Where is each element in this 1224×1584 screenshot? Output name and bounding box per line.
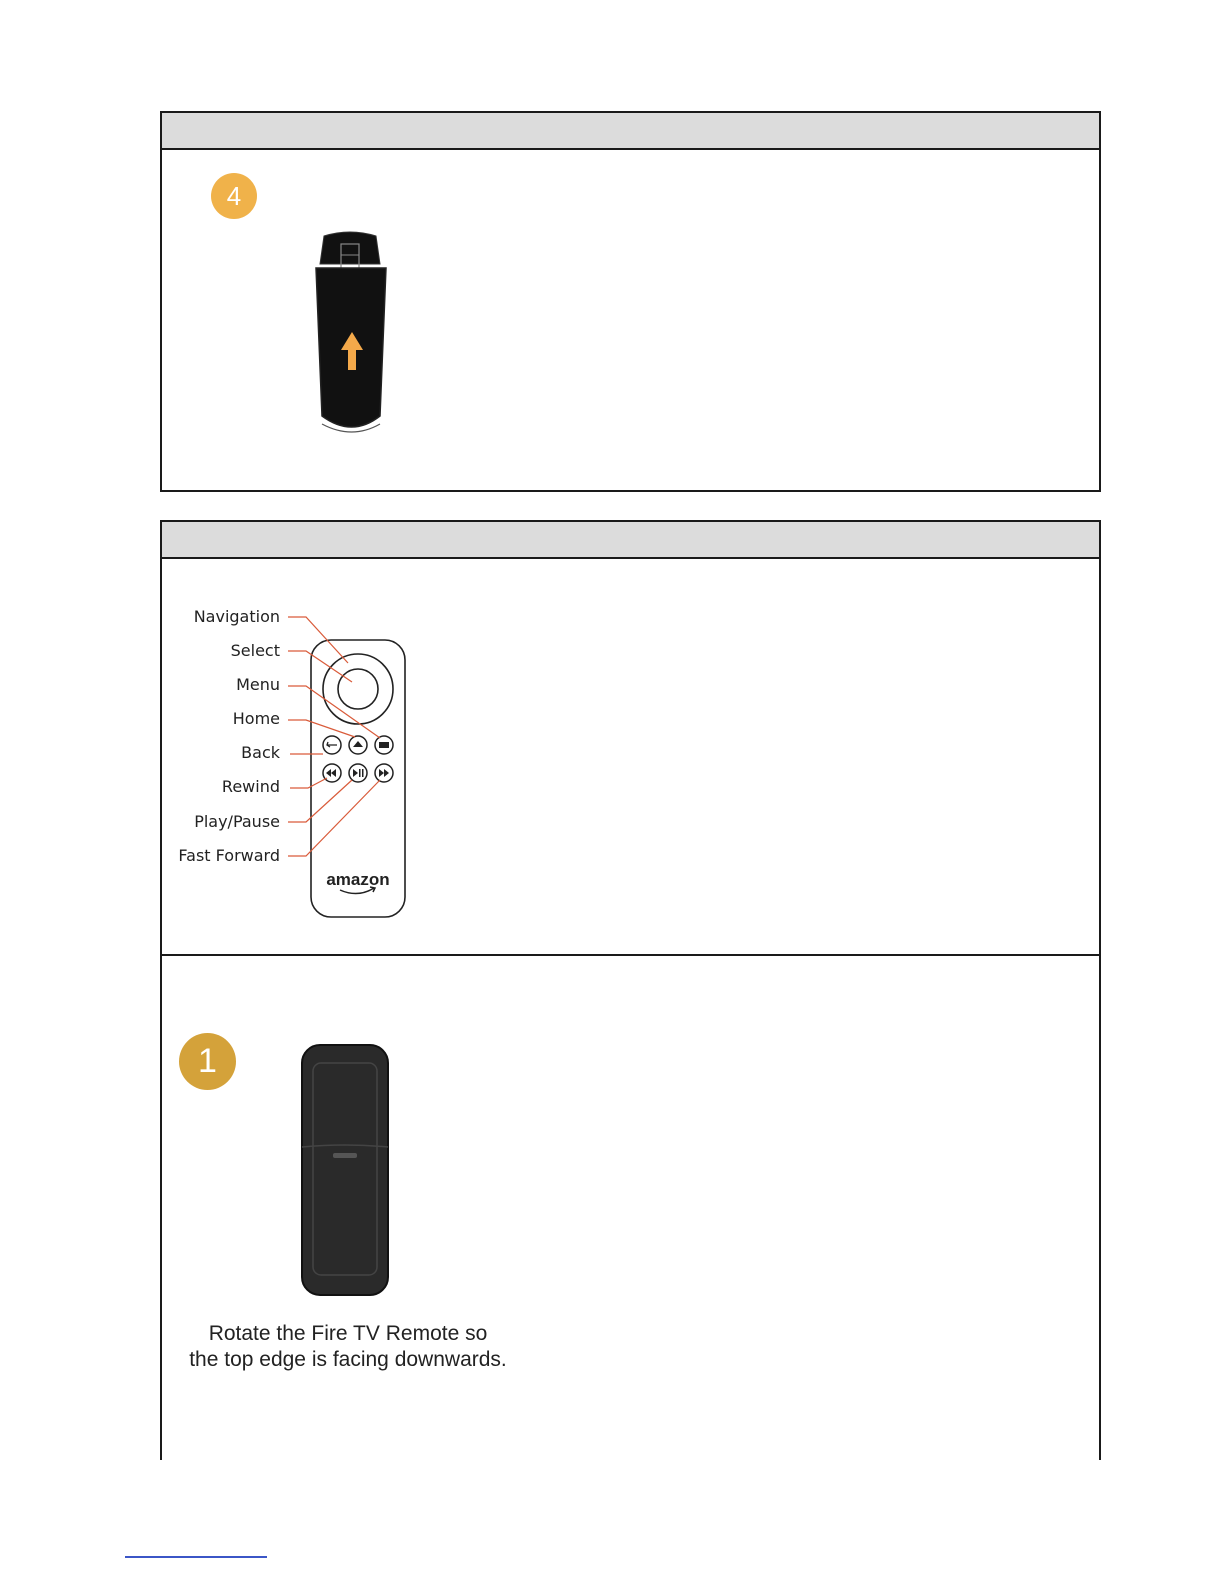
step1-badge <box>179 1033 236 1090</box>
remote-back-body <box>302 1045 388 1295</box>
select-button <box>338 669 378 709</box>
footer-link-underline[interactable] <box>125 1556 267 1558</box>
step1-caption-line2: the top edge is facing downwards. <box>189 1348 507 1371</box>
label-select: Select <box>230 641 280 660</box>
label-rewind: Rewind <box>221 777 280 796</box>
label-navigation: Navigation <box>193 607 280 626</box>
fire-tv-remote-diagram <box>280 600 420 930</box>
label-back: Back <box>241 743 280 762</box>
panel-divider <box>162 954 1099 956</box>
step1-number: 1 <box>198 1042 217 1080</box>
fire-tv-stick-illustration <box>300 228 400 438</box>
amazon-logo: amazon <box>326 870 390 889</box>
battery-cover-notch <box>333 1153 357 1158</box>
stick-connector <box>320 232 380 264</box>
remote-back-illustration <box>300 1043 392 1297</box>
step4-number: 4 <box>226 180 242 211</box>
step1-caption <box>170 1321 526 1373</box>
step4-panel-header <box>162 113 1099 150</box>
label-play-pause: Play/Pause <box>194 812 280 831</box>
label-home: Home <box>232 709 280 728</box>
step4-badge <box>211 173 257 219</box>
label-menu: Menu <box>236 675 280 694</box>
label-fast-forward: Fast Forward <box>178 846 280 865</box>
menu-icon <box>379 742 389 748</box>
step1-caption-line1: Rotate the Fire TV Remote so <box>208 1322 488 1345</box>
remote-panel-header <box>162 522 1099 559</box>
